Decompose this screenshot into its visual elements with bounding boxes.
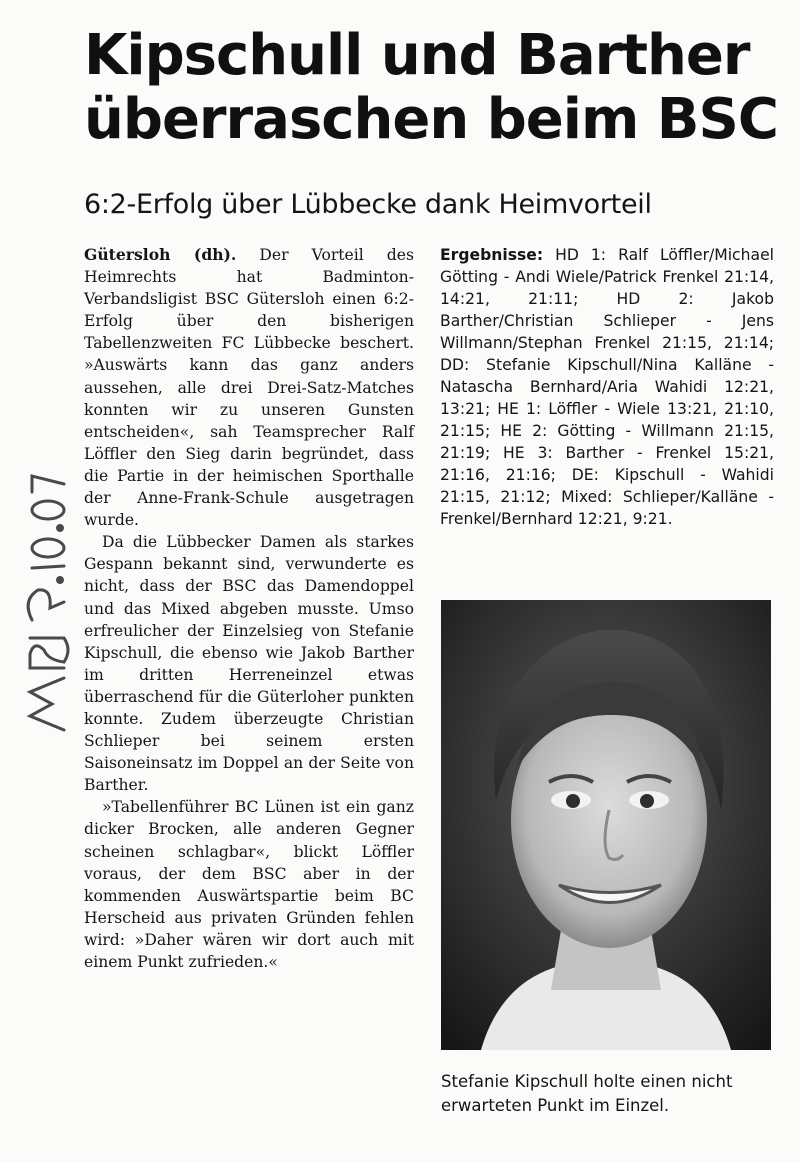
paragraph-1-text: Der Vorteil des Heimrechts hat Badminton-Verbandsligist BSC Gütersloh einen 6:2-Erfolg über den bisherigen Tabellenzweiten FC Lübbecke beschert. »Auswärts kann das ganz anders aussehen, alle drei Drei-Satz-Matches konnten wir zu unseren Gunsten entscheiden«, sah Teamsprecher Ralf Löffler den Sieg darin begründet, dass die Partie in der heimischen Sporthalle der Anne-Frank-Schule ausgetragen wurde. — [84, 246, 414, 530]
headline-line-1: Kipschull und Barther — [84, 23, 750, 88]
paragraph-1 — [84, 244, 414, 531]
paragraph-3: »Tabellenführer BC Lünen ist ein ganz dicker Brocken, alle anderen Gegner scheinen schlagbar«, blickt Löffler voraus, der dem BSC aber in der kommenden Auswärtspartie beim BC Herscheid aus privaten Gründen fehlen wird: »Daher wären wir dort auch mit einem Punkt zufrieden.« — [84, 798, 414, 971]
headline-line-2: überraschen beim BSC — [84, 87, 778, 152]
headline — [84, 24, 784, 152]
portrait-photo — [441, 600, 771, 1050]
handwritten-annotation — [12, 470, 82, 770]
handwritten-one — [32, 566, 64, 568]
photo-caption: Stefanie Kipschull holte einen nicht erwarteten Punkt im Einzel. — [441, 1072, 733, 1115]
results-label: Ergebnisse: — [440, 246, 544, 264]
handwritten-b — [30, 638, 68, 668]
handwritten-zero-2 — [32, 501, 64, 519]
dateline: Gütersloh (dh). — [84, 245, 237, 264]
results-text: HD 1: Ralf Löffler/Michael Götting - Andi Wiele/Patrick Frenkel 21:14, 14:21, 21:11; HD 2: Jakob Barther/Christian Schlieper - Jens Willmann/Stephan Frenkel 21:15, 21:14; DD: Stefanie Kipschull/Nina Kalläne - Natascha Bernhard/Aria Wahidi 12:21, 13:21; HE 1: Löffler - Wiele 13:21, 21:10, 21:15; HE 2: Götting - Willmann 21:15, 21:19; HE 3: Barther - Frenkel 15:21, 21:16, 21:16; DE: Kipschull - Wahidi 21:15, 21:12; Mixed: Schlieper/Kalläne - Frenkel/Bernhard 12:21, 9:21. — [440, 246, 774, 528]
handwritten-zero — [32, 539, 64, 557]
handwritten-seven — [32, 476, 64, 492]
subheadline: 6:2-Erfolg über Lübbecke dank Heimvorteil — [84, 189, 652, 220]
handwritten-w — [30, 678, 64, 730]
article-body — [84, 244, 414, 973]
handwritten-nine — [28, 590, 64, 620]
portrait-image — [441, 600, 771, 1050]
paragraph-2: Da die Lübbecker Damen als starkes Gespann bekannt sind, verwunderte es nicht, dass der BSC das Damendoppel und das Mixed abgeben musste. Umso erfreulicher der Einzelsieg von Stefanie Kipschull, die ebenso wie Jakob Barther im dritten Herreneinzel etwas überraschend für die Güterloher punkten konnte. Zudem überzeugte Christian Schlieper bei seinem ersten Saisoneinsatz im Doppel an der Seite von Barther. — [84, 533, 414, 795]
results-box — [440, 244, 774, 530]
